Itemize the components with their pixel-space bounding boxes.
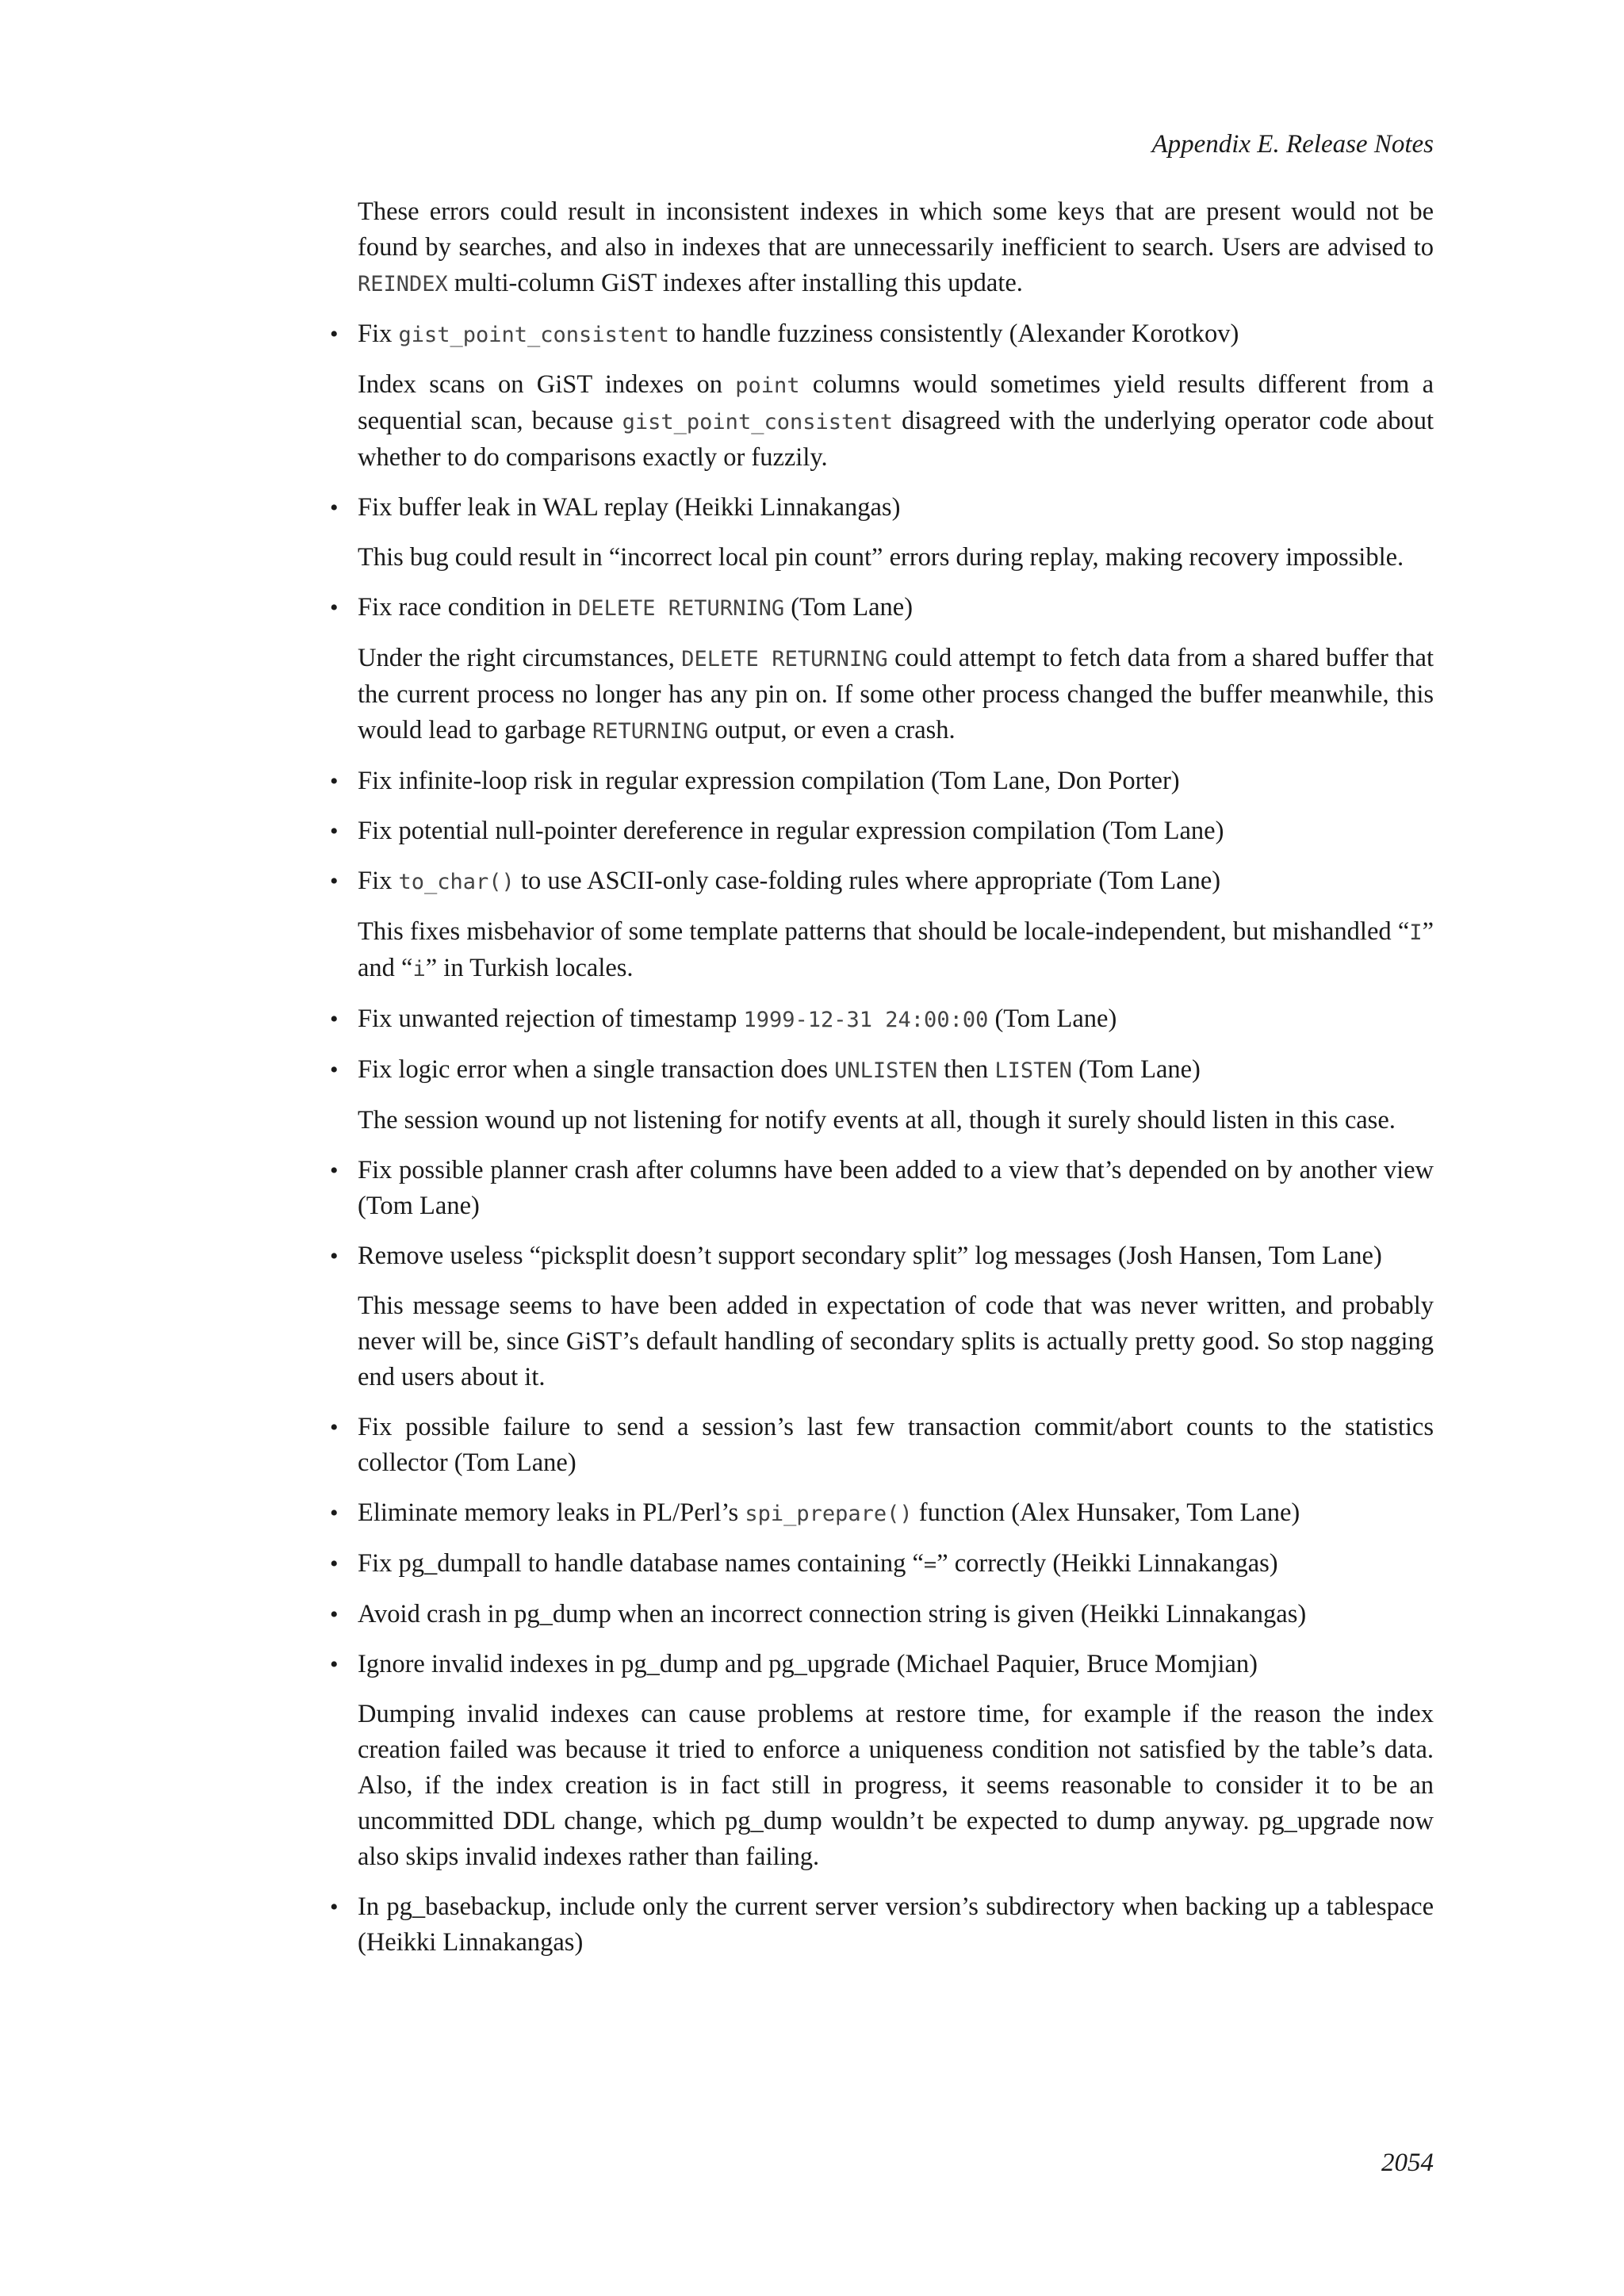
code-run: point <box>735 373 800 398</box>
bullet-icon: • <box>330 1243 339 1269</box>
item-title <box>358 1495 1434 1532</box>
text-run: Under the right circumstances, <box>358 644 682 672</box>
code-run: DELETE RETURNING <box>578 596 785 621</box>
text-run: These errors could result in inconsistent indexes in which some keys that are present would not be found by searches, and also in indexes that are unnecessarily inefficient to search. Users are advised to <box>358 197 1434 262</box>
text-run: (Tom Lane) <box>988 1004 1117 1033</box>
list-item <box>330 590 1434 749</box>
list-item <box>330 1597 1434 1632</box>
text-run: ” and “ <box>358 917 1434 982</box>
code-run: 1999-12-31 24:00:00 <box>743 1008 989 1032</box>
item-title <box>358 316 1434 353</box>
text-run: Fix infinite-loop risk in regular expression compilation (Tom Lane, Don Porter) <box>358 767 1180 795</box>
list-item <box>330 1495 1434 1532</box>
text-run: In pg_basebackup, include only the current server version’s subdirectory when backing up a tablespace (Heikki Linnakangas) <box>358 1892 1434 1957</box>
item-description <box>358 540 1434 576</box>
code-run: REINDEX <box>358 272 448 297</box>
text-run: Fix race condition in <box>358 593 578 622</box>
intro-paragraph <box>358 194 1434 302</box>
code-run: i <box>412 957 426 982</box>
text-run: to use ASCII-only case-folding rules where appropriate (Tom Lane) <box>514 867 1221 895</box>
release-notes-content <box>330 194 1434 1975</box>
item-description <box>358 1103 1434 1138</box>
text-run: Fix <box>358 320 399 348</box>
item-title <box>358 1238 1434 1274</box>
text-run: The session wound up not listening for notify events at all, though it surely should listen in this case. <box>358 1106 1396 1135</box>
text-run: (Tom Lane) <box>1071 1055 1201 1084</box>
text-run: columns would sometimes yield results different from a sequential scan, because <box>358 370 1434 435</box>
list-item <box>330 1001 1434 1038</box>
item-title <box>358 1153 1434 1224</box>
text-run: Fix pg_dumpall to handle database names containing “ <box>358 1549 924 1578</box>
text-run: Fix unwanted rejection of timestamp <box>358 1004 744 1033</box>
item-description <box>358 1697 1434 1875</box>
list-item <box>330 1052 1434 1138</box>
item-description <box>358 1288 1434 1395</box>
item-title <box>358 1597 1434 1632</box>
text-run: Index scans on GiST indexes on <box>358 370 736 399</box>
bullet-icon: • <box>330 1500 339 1526</box>
text-run: This message seems to have been added in expectation of code that was never written, and probably never will be, since GiST’s default handling of secondary splits is actually pretty good. So stop nagging end users about it. <box>358 1292 1434 1391</box>
text-run: output, or even a crash. <box>708 716 956 744</box>
text-run: then <box>937 1055 995 1084</box>
code-run: LISTEN <box>994 1058 1072 1083</box>
bullet-icon: • <box>330 1651 339 1678</box>
text-run: Ignore invalid indexes in pg_dump and pg_upgrade (Michael Paquier, Bruce Momjian) <box>358 1650 1258 1678</box>
bullet-icon: • <box>330 495 339 521</box>
item-title <box>358 1889 1434 1961</box>
item-title <box>358 590 1434 626</box>
text-run: Eliminate memory leaks in PL/Perl’s <box>358 1498 745 1527</box>
code-run: spi_prepare() <box>745 1502 913 1526</box>
code-run: to_char() <box>398 870 515 894</box>
text-run: could attempt to fetch data from a shared buffer that the current process no longer has any pin on. If some other process changed the buffer meanwhile, this would lead to garbage <box>358 644 1434 744</box>
text-run: This fixes misbehavior of some template patterns that should be locale-independent, but mishandled “ <box>358 917 1410 946</box>
bullet-icon: • <box>330 321 339 347</box>
item-title <box>358 1546 1434 1582</box>
bullet-icon: • <box>330 868 339 894</box>
text-run: ” in Turkish locales. <box>425 954 634 982</box>
code-run: gist_point_consistent <box>622 410 894 434</box>
text-run: to handle fuzziness consistently (Alexander Korotkov) <box>668 320 1239 348</box>
text-run: function (Alex Hunsaker, Tom Lane) <box>912 1498 1300 1527</box>
text-run: Avoid crash in pg_dump when an incorrect connection string is given (Heikki Linnakangas) <box>358 1600 1307 1628</box>
item-title <box>358 1052 1434 1089</box>
bullet-icon: • <box>330 1601 339 1628</box>
item-title <box>358 763 1434 799</box>
text-run: This bug could result in “incorrect local pin count” errors during replay, making recovery impossible. <box>358 543 1404 572</box>
bullet-icon: • <box>330 1057 339 1083</box>
bullet-icon: • <box>330 595 339 621</box>
item-title <box>358 490 1434 526</box>
text-run: Fix logic error when a single transaction does <box>358 1055 835 1084</box>
bullet-icon: • <box>330 768 339 794</box>
bullet-icon: • <box>330 1158 339 1184</box>
code-run: gist_point_consistent <box>398 323 669 347</box>
item-title <box>358 813 1434 849</box>
bullet-icon: • <box>330 1894 339 1920</box>
item-title <box>358 863 1434 900</box>
list-item <box>330 863 1434 987</box>
text-run: multi-column GiST indexes after installing this update. <box>447 269 1023 297</box>
text-run: disagreed with the underlying operator code about whether to do comparisons exactly or fuzzily. <box>358 407 1434 472</box>
page-number: 2054 <box>1381 2149 1434 2177</box>
item-title <box>358 1001 1434 1038</box>
list-item <box>330 490 1434 576</box>
list-item <box>330 1546 1434 1582</box>
bullet-icon: • <box>330 1414 339 1441</box>
bullet-icon: • <box>330 1006 339 1032</box>
code-run: = <box>923 1552 937 1577</box>
item-title <box>358 1647 1434 1682</box>
text-run: Fix potential null-pointer dereference in regular expression compilation (Tom Lane) <box>358 817 1224 845</box>
list-item <box>330 316 1434 476</box>
running-header: Appendix E. Release Notes <box>1151 130 1434 159</box>
text-run: Fix <box>358 867 399 895</box>
list-item <box>330 763 1434 799</box>
text-run: Remove useless “picksplit doesn’t support secondary split” log messages (Josh Hansen, Tom Lane) <box>358 1242 1382 1270</box>
list-item <box>330 1153 1434 1224</box>
item-description <box>358 914 1434 987</box>
list-item <box>330 1410 1434 1481</box>
item-description <box>358 641 1434 749</box>
list-item <box>330 1238 1434 1395</box>
item-description <box>358 367 1434 476</box>
text-run: (Tom Lane) <box>784 593 914 622</box>
list-item <box>330 813 1434 849</box>
text-run: Dumping invalid indexes can cause problems at restore time, for example if the reason the index creation failed was because it tried to enforce a uniqueness condition not satisfied by the table’s data. Also, if the index creation is in fact still in progress, it seems reasonable to consider it to be an uncommitted DDL change, which pg_dump wouldn’t be expected to dump anyway. pg_upgrade now also skips invalid indexes rather than failing. <box>358 1700 1434 1871</box>
code-run: RETURNING <box>592 719 709 744</box>
list-item <box>330 1647 1434 1875</box>
text-run: Fix possible planner crash after columns have been added to a view that’s depended on by another view (Tom Lane) <box>358 1156 1434 1220</box>
list-item <box>330 1889 1434 1961</box>
code-run: DELETE RETURNING <box>681 647 888 672</box>
bullet-icon: • <box>330 818 339 844</box>
text-run: ” correctly (Heikki Linnakangas) <box>936 1549 1278 1578</box>
text-run: Fix buffer leak in WAL replay (Heikki Linnakangas) <box>358 493 901 522</box>
bullet-icon: • <box>330 1551 339 1577</box>
text-run: Fix possible failure to send a session’s last few transaction commit/abort counts to the statistics collector (Tom Lane) <box>358 1413 1434 1477</box>
item-title <box>358 1410 1434 1481</box>
code-run: UNLISTEN <box>834 1058 938 1083</box>
code-run: I <box>1409 920 1423 945</box>
